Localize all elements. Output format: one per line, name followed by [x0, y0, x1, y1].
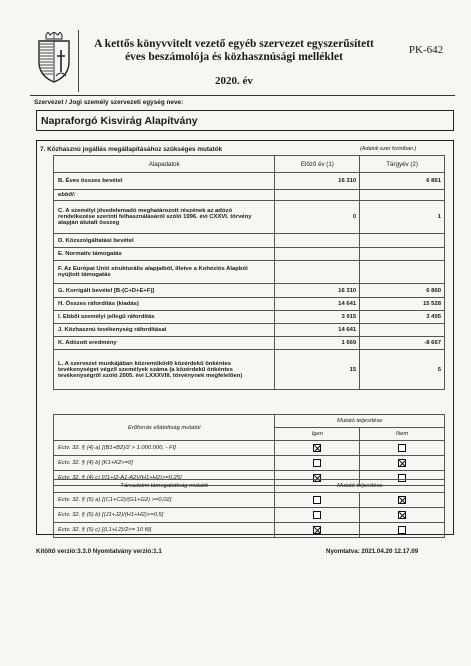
section-title: 7. Közhasznú jogállás megállapításához szükséges mutatók: [40, 146, 223, 153]
row-label: ebből:: [54, 190, 275, 201]
no-checkbox[interactable]: [398, 496, 406, 504]
organization-field: [36, 110, 454, 131]
table-row: [54, 523, 445, 538]
prev-value: [275, 248, 360, 261]
resource-indicators-title: Erőforrás ellátottság mutatói: [54, 415, 275, 441]
prev-value: [275, 234, 360, 248]
social-indicators-table: [53, 479, 445, 538]
table-row: [54, 190, 445, 201]
curr-value: 3 495: [360, 311, 445, 324]
form-code: PK-642: [408, 44, 444, 56]
column-header-base: Alapadatok: [54, 156, 275, 173]
yes-checkbox[interactable]: [313, 496, 321, 504]
curr-value: 15 528: [360, 298, 445, 311]
no-checkbox[interactable]: [398, 526, 406, 534]
table-row: [54, 234, 445, 248]
row-label: I. Ebből személyi jellegű ráfordítás: [54, 311, 275, 324]
row-label: G. Korrigált bevétel [B-(C+D+E+F)]: [54, 284, 275, 298]
form-title: [79, 38, 389, 64]
column-header-curr: Tárgyév (2): [360, 156, 445, 173]
yes-checkbox[interactable]: [313, 444, 321, 452]
curr-value: 6 860: [360, 284, 445, 298]
row-label: E. Normatív támogatás: [54, 248, 275, 261]
prev-value: 0: [275, 201, 360, 234]
table-row: [54, 493, 445, 508]
software-version: Kitöltő verzió:3.3.0 Nyomtatvány verzió:1.1: [36, 548, 162, 555]
table-header-row: [54, 156, 445, 173]
yes-checkbox[interactable]: [313, 526, 321, 534]
row-label: F. Az Európai Unió strukturális alapjaiból, illetve a Kohéziós Alapból nyújtott támogatás: [54, 261, 275, 284]
indicator-label: Ectv. 32. § (4) a) [(B1+B2)/2 > 1.000.000, - Ft]: [54, 441, 275, 456]
table-row: [54, 298, 445, 311]
table-row: [54, 508, 445, 523]
table-row: [54, 337, 445, 350]
curr-value: -8 667: [360, 337, 445, 350]
prev-value: 1 669: [275, 337, 360, 350]
resource-indicators-table: [53, 414, 445, 486]
prev-value: 16 310: [275, 284, 360, 298]
form-title-line2: éves beszámolója és közhasznúsági melléklet: [125, 51, 343, 63]
indicator-label: Ectv. 32. § (5) b) [(J1+J2)/(H1+H2)>=0,5]: [54, 508, 275, 523]
table-header-row: [54, 480, 445, 493]
prev-value: 14 641: [275, 298, 360, 311]
column-header-prev: Előző év (1): [275, 156, 360, 173]
no-checkbox[interactable]: [398, 459, 406, 467]
print-timestamp: Nyomtatva: 2021.04.20 12.17.09: [326, 548, 419, 555]
prev-value: [275, 190, 360, 201]
table-row: [54, 311, 445, 324]
prev-value: [275, 261, 360, 284]
curr-value: [360, 234, 445, 248]
row-label: J. Közhasznú tevékenység ráfordításai: [54, 324, 275, 337]
prev-value: 15: [275, 350, 360, 390]
title-block: [78, 30, 388, 92]
report-year: 2020. év: [215, 75, 253, 87]
yes-checkbox[interactable]: [313, 459, 321, 467]
row-label: L. A szervezet munkájában közreműködő közérdekű önkéntes tevékenységet végző személyek száma (a közérdekű önkéntes tevékenységről szóló 2005. évi LXXXVIII. törvénynek megfelelően): [54, 350, 275, 390]
table-row: [54, 456, 445, 471]
row-label: H. Összes ráfordítás (kiadás): [54, 298, 275, 311]
table-header-row: [54, 415, 445, 428]
table-row: [54, 284, 445, 298]
table-row: [54, 441, 445, 456]
table-row: [54, 201, 445, 234]
no-column-header: Nem: [360, 428, 445, 441]
row-label: C. A személyi jövedelemadó meghatározott részének az adózó rendelkezése szerinti felhasználásáról szóló 1996. évi CXXVI. törvény alapján átutalt összeg: [54, 201, 275, 234]
no-checkbox[interactable]: [398, 511, 406, 519]
indicator-label: Ectv. 32. § (4) b) [K1+K2>=0]: [54, 456, 275, 471]
resource-result-header: Mutató teljesítése: [275, 415, 445, 428]
table-row: [54, 248, 445, 261]
base-data-table: [53, 155, 445, 390]
organization-name: Napraforgó Kisvirág Alapítvány: [41, 115, 198, 127]
row-label: B. Éves összes bevétel: [54, 173, 275, 190]
row-label: K. Adózott eredmény: [54, 337, 275, 350]
curr-value: 1: [360, 201, 445, 234]
table-row: [54, 173, 445, 190]
header-divider: [30, 95, 455, 96]
table-row: [54, 350, 445, 390]
indicator-label: Ectv. 32. § (5) a) [(C1+C2)/(G1+G2) >=0,02]: [54, 493, 275, 508]
curr-value: [360, 261, 445, 284]
prev-value: 3 915: [275, 311, 360, 324]
curr-value: [360, 324, 445, 337]
curr-value: 5: [360, 350, 445, 390]
no-checkbox[interactable]: [398, 444, 406, 452]
units-note: (Adatok ezer forintban.): [360, 146, 417, 152]
yes-column-header: Igen: [275, 428, 360, 441]
prev-value: 14 641: [275, 324, 360, 337]
curr-value: 6 861: [360, 173, 445, 190]
row-label: D. Közszolgáltatási bevétel: [54, 234, 275, 248]
indicator-label: Ectv. 32. § (5) c) [(L1+L2)/2>= 10 fő]: [54, 523, 275, 538]
table-row: [54, 261, 445, 284]
organization-label: Szervezet / Jogi személy szervezeti egység neve:: [34, 99, 184, 106]
social-result-header: Mutató teljesítése: [275, 480, 445, 493]
yes-checkbox[interactable]: [313, 511, 321, 519]
social-indicators-title: Társadalmi támogatottság mutatói: [54, 480, 275, 493]
table-row: [54, 324, 445, 337]
indicator-label: Ectv. 32. § (4) c) [(I1+I2-A1-A2)/(H1+H2)>=0,25]: [54, 471, 275, 486]
curr-value: [360, 248, 445, 261]
coat-of-arms-icon: [34, 32, 74, 84]
form-title-line1: A kettős könyvvitelt vezető egyéb szervezet egyszerűsített: [94, 38, 374, 50]
prev-value: 16 310: [275, 173, 360, 190]
curr-value: [360, 190, 445, 201]
